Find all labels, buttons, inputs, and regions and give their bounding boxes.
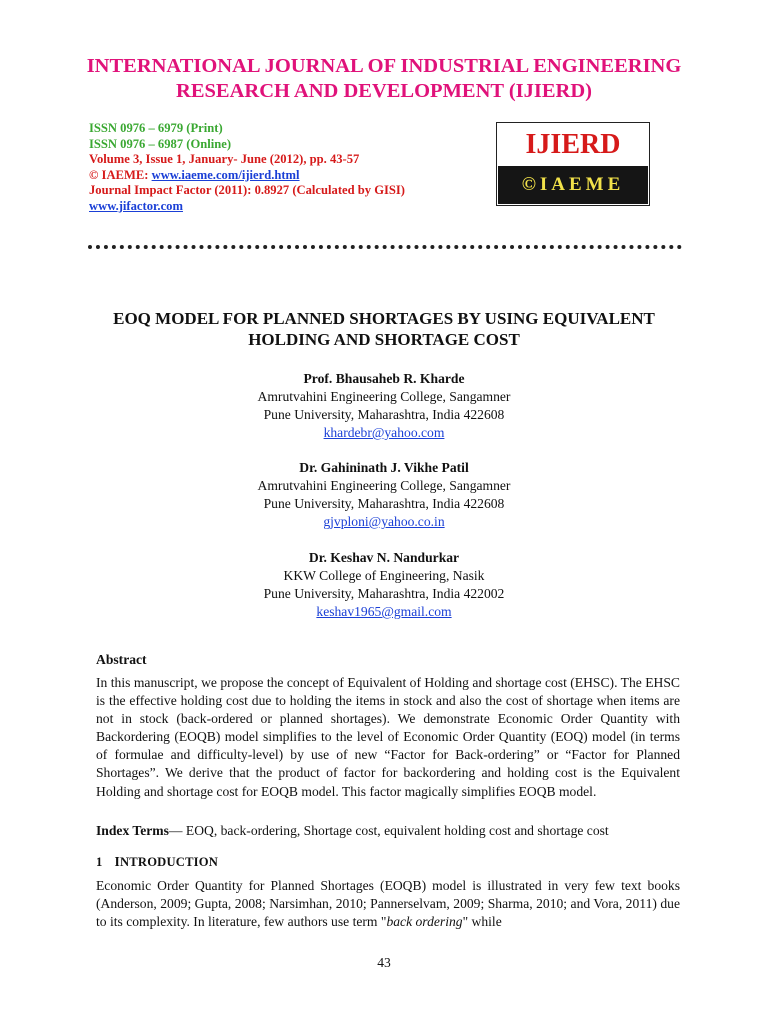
author-address: Pune University, Maharashtra, India 422002 — [263, 586, 505, 601]
author-email[interactable]: khardebr@yahoo.com — [323, 425, 445, 440]
logo-title: IJIERD — [525, 129, 621, 160]
introduction-text — [96, 877, 680, 931]
index-terms-text: — EOQ, back-ordering, Shortage cost, equivalent holding cost and shortage cost — [168, 823, 609, 838]
iaeme-prefix: © IAEME: — [89, 167, 152, 182]
author-email[interactable]: gjvploni@yahoo.co.in — [323, 514, 445, 529]
paper-title — [60, 308, 708, 350]
intro-text-part-2: " while — [462, 914, 502, 929]
section-heading-introduction — [96, 854, 218, 870]
author-address: Pune University, Maharashtra, India 422608 — [263, 407, 505, 422]
dotted-divider — [88, 245, 682, 249]
author-name: Dr. Gahininath J. Vikhe Patil — [299, 460, 469, 475]
author-2 — [0, 459, 768, 531]
impact-factor: Journal Impact Factor (2011): 0.8927 (Calculated by GISI) — [89, 183, 405, 198]
author-affiliation: Amrutvahini Engineering College, Sangamner — [257, 389, 511, 404]
section-first-letter: I — [114, 854, 120, 869]
logo-publisher: ©IAEME — [498, 166, 648, 204]
paper-title-line-2: HOLDING AND SHORTAGE COST — [248, 330, 520, 349]
author-name: Prof. Bhausaheb R. Kharde — [303, 371, 465, 386]
journal-meta — [89, 121, 469, 215]
issn-print: ISSN 0976 – 6979 (Print) — [89, 121, 223, 135]
issn-online: ISSN 0976 – 6987 (Online) — [89, 136, 232, 151]
author-name: Dr. Keshav N. Nandurkar — [308, 550, 460, 565]
iaeme-line — [89, 168, 469, 184]
abstract-text: In this manuscript, we propose the concept of Equivalent of Holding and shortage cost (EHSC). The EHSC is the effective holding cost due to holding the items in stock and also the cost of shortage when items are not in stock (back-ordered or planned shortages). We demonstrate Economic Order Quantity with Backordering (EOQB) model simplifies to the level of Economic Order Quantity (EOQ) model (in terms of formulae and difficulty-level) by use of new “Factor for Back-ordering” or “Factor for Planned Shortages”. We derive that the product of factor for backordering and holding cost is the Equivalent Holding and shortage cost for EOQB model. This factor magically simplifies EOQB model. — [96, 675, 680, 799]
author-affiliation: Amrutvahini Engineering College, Sangamner — [257, 478, 511, 493]
intro-italic-term: back ordering — [386, 914, 463, 929]
section-title-rest: NTRODUCTION — [120, 855, 219, 869]
iaeme-link[interactable]: www.iaeme.com/ijierd.html — [151, 167, 300, 182]
jifactor-link[interactable]: www.jifactor.com — [89, 198, 183, 213]
author-affiliation: KKW College of Engineering, Nasik — [283, 568, 485, 583]
index-terms — [96, 822, 686, 840]
ijierd-logo — [496, 122, 650, 206]
paper-title-line-1: EOQ MODEL FOR PLANNED SHORTAGES BY USING EQUIVALENT — [113, 309, 655, 328]
section-number: 1 — [96, 855, 103, 869]
page-number: 43 — [377, 955, 391, 970]
author-3 — [0, 549, 768, 621]
journal-title — [0, 54, 768, 104]
index-terms-label: Index Terms — [96, 823, 169, 838]
volume-info: Volume 3, Issue 1, January- June (2012), pp. 43-57 — [89, 152, 360, 167]
author-address: Pune University, Maharashtra, India 422608 — [263, 496, 505, 511]
author-1 — [0, 370, 768, 442]
author-email[interactable]: keshav1965@gmail.com — [316, 604, 452, 619]
abstract-heading: Abstract — [96, 652, 147, 667]
journal-title-line-2: RESEARCH AND DEVELOPMENT (IJIERD) — [176, 80, 592, 102]
intro-text-part-1: Economic Order Quantity for Planned Shortages (EOQB) model is illustrated in very few text books (Anderson, 2009; Gupta, 2008; Narsimhan, 2010; Pannerselvam, 2009; Sharma, 2010; and Vora, 2011) due to its complexity. In literature, few authors use term " — [96, 878, 680, 929]
journal-title-line-1: INTERNATIONAL JOURNAL OF INDUSTRIAL ENGINEERING — [86, 55, 682, 77]
